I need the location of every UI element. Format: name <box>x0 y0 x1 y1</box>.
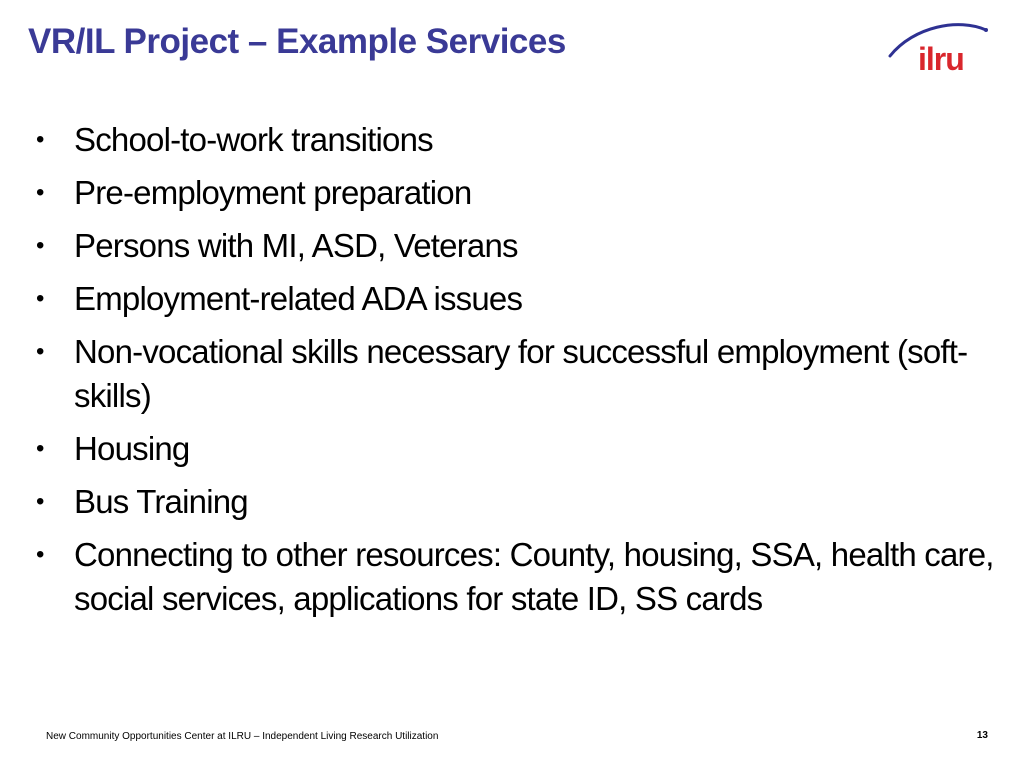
bullet-icon: • <box>36 338 44 365</box>
list-item-text: Pre-employment preparation <box>74 174 472 211</box>
bullet-icon: • <box>36 232 44 259</box>
list-item <box>30 118 1000 162</box>
page-number: 13 <box>976 730 988 741</box>
list-item <box>30 277 1000 321</box>
footer-text: New Community Opportunities Center at ILRU – Independent Living Research Utilization <box>46 731 439 742</box>
bullet-icon: • <box>36 435 44 462</box>
list-item-text: Persons with MI, ASD, Veterans <box>74 227 518 264</box>
list-item-text: School-to-work transitions <box>74 121 433 158</box>
list-item <box>30 480 1000 524</box>
slide-title: VR/IL Project – Example Services <box>28 22 566 61</box>
list-item <box>30 171 1000 215</box>
list-item <box>30 533 1000 621</box>
logo-text: ilru <box>918 41 964 76</box>
list-item <box>30 224 1000 268</box>
list-item-text: Employment-related ADA issues <box>74 280 523 317</box>
bullet-icon: • <box>36 488 44 515</box>
bullet-icon: • <box>36 285 44 312</box>
bullet-icon: • <box>36 126 44 153</box>
list-item-text: Connecting to other resources: County, housing, SSA, health care, social services, applications for state ID, SS cards <box>74 536 994 617</box>
list-item-text: Bus Training <box>74 483 248 520</box>
ilru-logo <box>884 16 994 76</box>
bullet-icon: • <box>36 541 44 568</box>
list-item-text: Housing <box>74 430 190 467</box>
list-item <box>30 427 1000 471</box>
list-item <box>30 330 1000 418</box>
list-item-text: Non-vocational skills necessary for successful employment (soft-skills) <box>74 333 968 414</box>
bullet-icon: • <box>36 179 44 206</box>
services-list <box>30 118 1000 630</box>
